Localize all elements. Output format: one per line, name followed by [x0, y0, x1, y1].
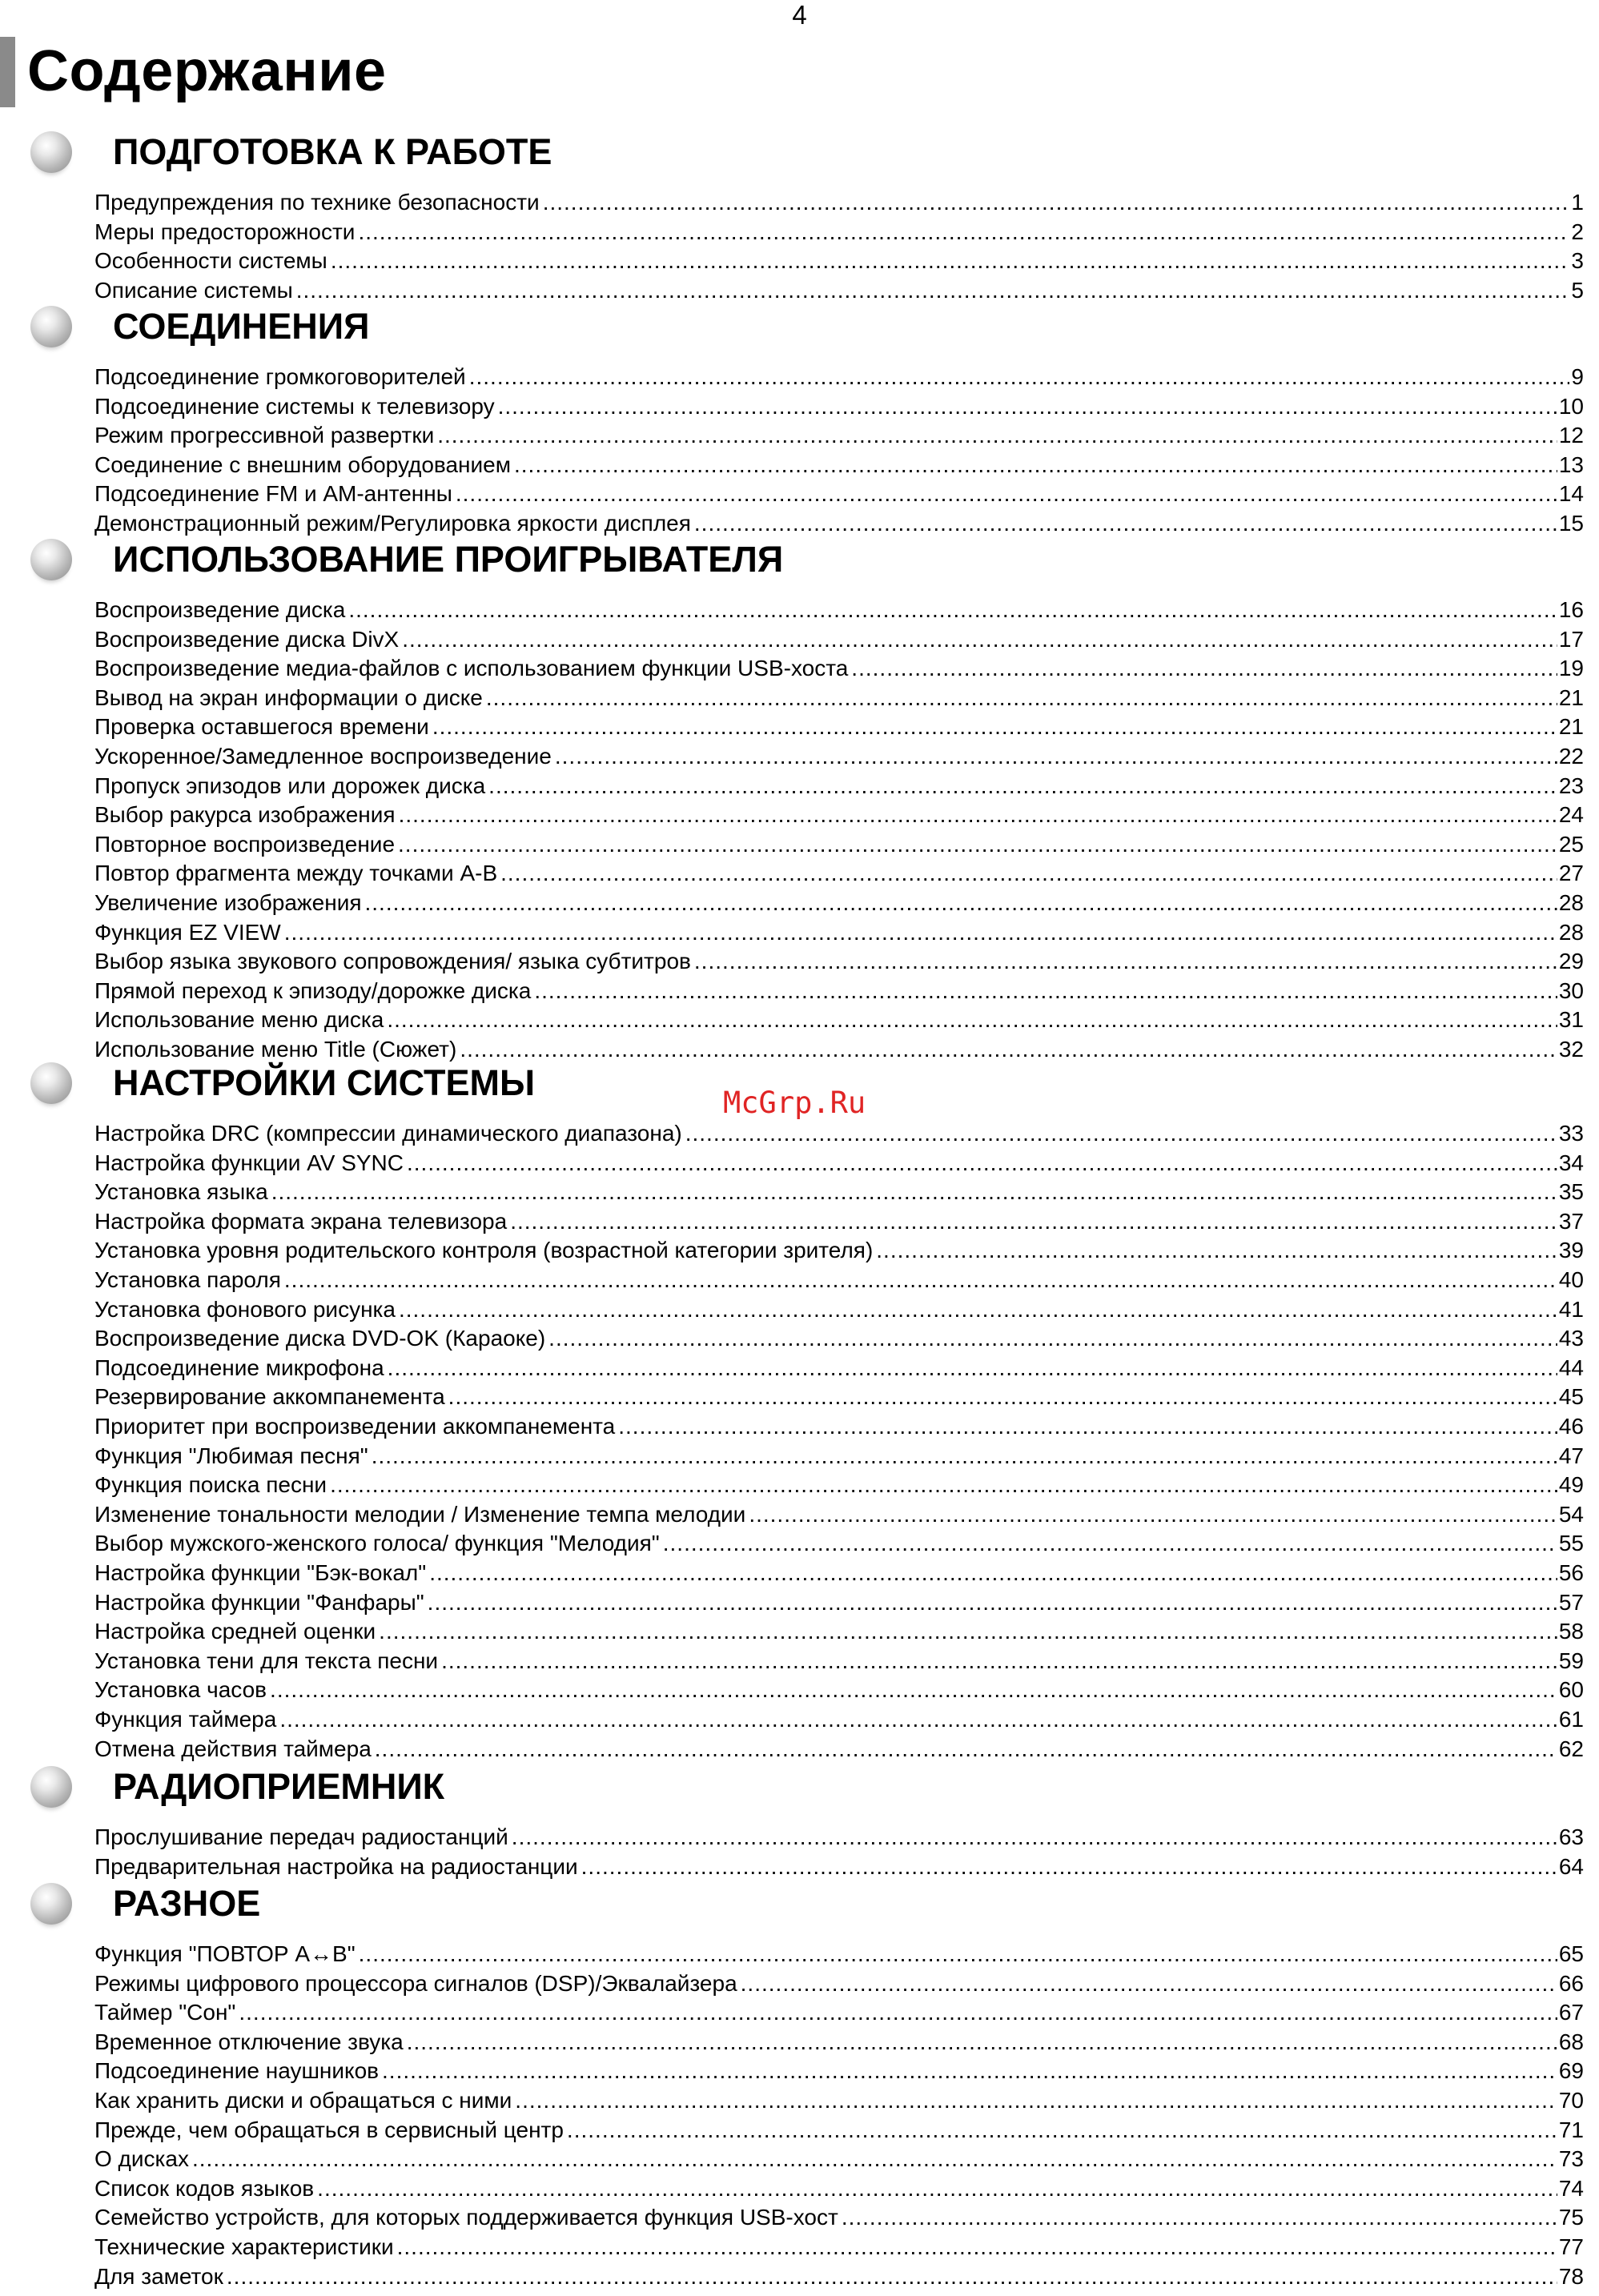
toc-entry-page: 9	[1571, 364, 1584, 389]
dot-leader	[543, 188, 1570, 218]
dot-leader	[437, 421, 1557, 451]
toc-entry	[94, 1559, 1584, 1588]
toc-entry	[94, 772, 1584, 801]
toc-entry-label: Подсоединение FM и AM-антенны	[94, 481, 452, 507]
toc-entry-label: Подсоединение системы к телевизору	[94, 393, 495, 419]
toc-entry-page: 15	[1558, 511, 1584, 536]
toc-entry-label: Предупреждения по технике безопасности	[94, 190, 540, 215]
toc-entry	[94, 2203, 1584, 2233]
toc-entry-page: 31	[1558, 1007, 1584, 1033]
toc-entry-label: Прослушивание передач радиостанций	[94, 1824, 508, 1849]
toc-entry-label: Как хранить диски и обращаться с ними	[94, 2088, 512, 2113]
toc-entry-label: Установка пароля	[94, 1267, 281, 1292]
dot-leader	[271, 1178, 1557, 1207]
toc-entry-page: 55	[1558, 1531, 1584, 1556]
toc-entry-label: Повтор фрагмента между точками A-B	[94, 861, 498, 886]
toc-entry-page: 75	[1558, 2205, 1584, 2230]
toc-entry-page: 27	[1558, 861, 1584, 886]
toc-entry	[94, 977, 1584, 1006]
toc-entry	[94, 1354, 1584, 1383]
toc-entry	[94, 1383, 1584, 1412]
toc-entry	[94, 1006, 1584, 1035]
toc-entry-page: 56	[1558, 1560, 1584, 1585]
dot-leader	[348, 596, 1557, 625]
toc-entry	[94, 2028, 1584, 2057]
sphere-bullet-icon	[30, 1062, 72, 1104]
dot-leader	[515, 2086, 1557, 2116]
dot-leader	[694, 947, 1557, 977]
dot-leader	[192, 2145, 1557, 2174]
toc-entry-page: 77	[1558, 2234, 1584, 2259]
toc-entry-label: Настройка DRC (компрессии динамического диапазона)	[94, 1121, 682, 1146]
toc-entry	[94, 188, 1584, 218]
toc-entry-label: Прямой переход к эпизоду/дорожке диска	[94, 977, 532, 1003]
toc-entry-label: Воспроизведение диска	[94, 597, 346, 622]
dot-leader	[379, 1617, 1557, 1647]
toc-entry-page: 32	[1558, 1037, 1584, 1062]
toc-entry-page: 28	[1558, 919, 1584, 945]
toc-entry-label: Ускоренное/Замедленное воспроизведение	[94, 744, 552, 769]
toc-entry-page: 61	[1558, 1707, 1584, 1732]
toc-entry-label: Настройка функции "Бэк-вокал"	[94, 1560, 427, 1585]
toc-entry-page: 34	[1558, 1150, 1584, 1175]
toc-entry-page: 66	[1558, 1970, 1584, 1996]
section-title: РАДИОПРИЕМНИК	[113, 1766, 445, 1807]
toc-entry	[94, 1588, 1584, 1618]
toc-entry-page: 21	[1558, 684, 1584, 710]
dot-leader	[512, 1823, 1557, 1852]
toc-entry-page: 17	[1558, 626, 1584, 652]
toc-entry-label: Установка фонового рисунка	[94, 1296, 396, 1322]
toc-entry-page: 29	[1558, 949, 1584, 974]
toc-entry-label: Подсоединение громкоговорителей	[94, 364, 466, 389]
toc-entry	[94, 889, 1584, 918]
toc-entry	[94, 2174, 1584, 2204]
toc-entry-label: Режимы цифрового процессора сигналов (DSP)/Эквалайзера	[94, 1970, 737, 1996]
toc-entry-label: Режим прогрессивной развертки	[94, 423, 435, 448]
sphere-bullet-icon	[30, 1883, 72, 1925]
toc-entry-label: Функция поиска песни	[94, 1472, 327, 1498]
toc-entry-label: Список кодов языков	[94, 2175, 315, 2201]
dot-leader	[555, 742, 1557, 772]
toc-entry-page: 59	[1558, 1648, 1584, 1673]
toc-entry	[94, 2116, 1584, 2145]
dot-leader	[514, 451, 1557, 480]
toc-entry-page: 21	[1558, 714, 1584, 740]
toc-entry	[94, 363, 1584, 392]
toc-entry-page: 39	[1558, 1238, 1584, 1263]
toc-entry-label: Соединение с внешним оборудованием	[94, 452, 511, 477]
toc-entry-page: 16	[1558, 597, 1584, 622]
toc-entry-label: Повторное воспроизведение	[94, 831, 396, 857]
toc-entry	[94, 2145, 1584, 2174]
dot-leader	[382, 2057, 1557, 2086]
toc-entry-page: 70	[1558, 2088, 1584, 2113]
section-title: ПОДГОТОВКА К РАБОТЕ	[113, 131, 552, 172]
toc-entry	[94, 1149, 1584, 1178]
toc-entry-label: Предварительная настройка на радиостанции	[94, 1853, 578, 1879]
dot-leader	[399, 801, 1557, 830]
dot-leader	[749, 1500, 1557, 1530]
dot-leader	[359, 1940, 1557, 1969]
toc-entry-page: 44	[1558, 1355, 1584, 1380]
toc-entry-page: 3	[1571, 248, 1584, 274]
toc-entry-page: 22	[1558, 744, 1584, 769]
toc-entry-label: Прежде, чем обращаться в сервисный центр	[94, 2117, 564, 2142]
toc-entry	[94, 625, 1584, 655]
toc-entry-page: 69	[1558, 2058, 1584, 2084]
toc-entry	[94, 1295, 1584, 1325]
toc-entry	[94, 1471, 1584, 1500]
dot-leader	[284, 918, 1557, 948]
toc-entry-page: 40	[1558, 1267, 1584, 1292]
toc-entry-label: Вывод на экран информации о диске	[94, 684, 483, 710]
dot-leader	[441, 1647, 1557, 1676]
dot-leader	[317, 2174, 1557, 2204]
toc-entry	[94, 918, 1584, 948]
dot-leader	[428, 1588, 1557, 1618]
toc-entry	[94, 801, 1584, 830]
section-title: ИСПОЛЬЗОВАНИЕ ПРОИГРЫВАТЕЛЯ	[113, 539, 784, 580]
toc-entry-label: Резервирование аккомпанемента	[94, 1384, 445, 1410]
toc-entry-page: 41	[1558, 1296, 1584, 1322]
toc-entry-label: Семейство устройств, для которых поддерживается функция USB-хост	[94, 2205, 838, 2230]
toc-entry-label: Функция "ПОВТОР A↔B"	[94, 1941, 356, 1966]
toc-entry	[94, 1735, 1584, 1764]
dot-leader	[876, 1236, 1557, 1266]
toc-entry	[94, 1647, 1584, 1676]
dot-leader	[227, 2262, 1557, 2292]
toc-entry-page: 49	[1558, 1472, 1584, 1498]
dot-leader	[330, 1471, 1557, 1500]
toc-entry-label: Использование меню диска	[94, 1007, 384, 1033]
toc-entry	[94, 451, 1584, 480]
toc-entry-page: 24	[1558, 802, 1584, 828]
toc-entry-label: Выбор мужского-женского голоса/ функция "Мелодия"	[94, 1531, 660, 1556]
toc-entry-page: 43	[1558, 1326, 1584, 1351]
dot-leader	[284, 1266, 1557, 1295]
dot-leader	[694, 509, 1557, 539]
toc-entry	[94, 392, 1584, 422]
toc-entry	[94, 712, 1584, 742]
toc-entry	[94, 218, 1584, 247]
toc-entry-page: 33	[1558, 1121, 1584, 1146]
toc-entry-label: Демонстрационный режим/Регулировка яркости дисплея	[94, 511, 691, 536]
toc-entry-page: 54	[1558, 1501, 1584, 1527]
dot-leader	[365, 889, 1557, 918]
toc-entry-page: 58	[1558, 1619, 1584, 1644]
toc-entry-label: Функция EZ VIEW	[94, 919, 281, 945]
dot-leader	[498, 392, 1557, 422]
toc-entry	[94, 1207, 1584, 1237]
toc-entry	[94, 2086, 1584, 2116]
toc-entry-label: Технические характеристики	[94, 2234, 394, 2259]
sphere-bullet-icon	[30, 1766, 72, 1808]
toc-entry-page: 46	[1558, 1414, 1584, 1439]
toc-entry-label: Настройка формата экрана телевизора	[94, 1208, 508, 1234]
toc-entry	[94, 480, 1584, 509]
dot-leader	[567, 2116, 1557, 2145]
toc-entry-page: 74	[1558, 2175, 1584, 2201]
toc-entry	[94, 859, 1584, 889]
toc-entry-page: 23	[1558, 773, 1584, 798]
toc-entry-label: Воспроизведение медиа-файлов с использованием функции USB-хоста	[94, 656, 849, 681]
toc-entry-page: 63	[1558, 1824, 1584, 1849]
toc-entry	[94, 1676, 1584, 1705]
toc-entry-label: Отмена действия таймера	[94, 1736, 372, 1761]
toc-entry	[94, 830, 1584, 860]
dot-leader	[429, 1559, 1557, 1588]
dot-leader	[407, 2028, 1557, 2057]
toc-entry-page: 57	[1558, 1589, 1584, 1615]
toc-entry	[94, 1852, 1584, 1882]
toc-entry	[94, 1529, 1584, 1559]
toc-entry	[94, 421, 1584, 451]
dot-leader	[851, 654, 1557, 684]
toc-entry-page: 68	[1558, 2029, 1584, 2054]
toc-entry	[94, 596, 1584, 625]
dot-leader	[402, 625, 1557, 655]
toc-entry-page: 2	[1571, 219, 1584, 244]
toc-entry	[94, 947, 1584, 977]
toc-entry	[94, 1940, 1584, 1969]
dot-leader	[500, 859, 1557, 889]
toc-entry-page: 67	[1558, 2000, 1584, 2025]
toc-entry-page: 64	[1558, 1853, 1584, 1879]
toc-entry-label: Установка уровня родительского контроля (возрастной категории зрителя)	[94, 1238, 874, 1263]
toc-entry-label: Меры предосторожности	[94, 219, 356, 244]
toc-entry-label: Проверка оставшегося времени	[94, 714, 429, 740]
dot-leader	[397, 2233, 1557, 2262]
toc-entry	[94, 1998, 1584, 2028]
toc-entry-label: Функция "Любимая песня"	[94, 1443, 368, 1468]
toc-entry-label: Установка часов	[94, 1677, 267, 1703]
toc-entry-label: Настройка функции AV SYNC	[94, 1150, 404, 1175]
toc-entry-label: Подсоединение микрофона	[94, 1355, 384, 1380]
dot-leader	[331, 247, 1570, 276]
dot-leader	[581, 1852, 1557, 1882]
toc-entry-label: Временное отключение звука	[94, 2029, 404, 2054]
sphere-bullet-icon	[30, 131, 72, 173]
toc-entry	[94, 509, 1584, 539]
toc-entry-label: Использование меню Title (Сюжет)	[94, 1037, 457, 1062]
toc-entry-label: Установка тени для текста песни	[94, 1648, 439, 1673]
toc-entry-label: О дисках	[94, 2146, 189, 2172]
toc-entry	[94, 1324, 1584, 1354]
toc-entry-label: Таймер "Сон"	[94, 2000, 236, 2025]
sphere-bullet-icon	[30, 539, 72, 580]
dot-leader	[842, 2203, 1557, 2233]
toc-entry	[94, 1119, 1584, 1149]
dot-leader	[741, 1969, 1557, 1999]
toc-entry-page: 78	[1558, 2263, 1584, 2289]
toc-entry-page: 65	[1558, 1941, 1584, 1966]
toc-entry	[94, 654, 1584, 684]
dot-leader	[375, 1735, 1557, 1764]
toc-entry-label: Настройка средней оценки	[94, 1619, 376, 1644]
dot-leader	[387, 1006, 1557, 1035]
toc-entry-label: Приоритет при воспроизведении аккомпанемента	[94, 1414, 616, 1439]
dot-leader	[548, 1324, 1557, 1354]
dot-leader	[279, 1705, 1557, 1735]
toc-entry	[94, 1500, 1584, 1530]
toc-entry-page: 28	[1558, 890, 1584, 915]
dot-leader	[398, 830, 1557, 860]
toc-entry	[94, 1178, 1584, 1207]
dot-leader	[456, 480, 1557, 509]
section-title: СОЕДИНЕНИЯ	[113, 306, 370, 347]
toc-entry-page: 19	[1558, 656, 1584, 681]
section-title: РАЗНОЕ	[113, 1883, 261, 1924]
toc-entry	[94, 1705, 1584, 1735]
toc-entry	[94, 742, 1584, 772]
dot-leader	[488, 772, 1557, 801]
toc-entry-label: Выбор языка звукового сопровождения/ языка субтитров	[94, 949, 691, 974]
dot-leader	[510, 1207, 1557, 1237]
toc-entry	[94, 247, 1584, 276]
toc-entry-label: Подсоединение наушников	[94, 2058, 380, 2084]
toc-entry	[94, 1969, 1584, 1999]
toc-entry-page: 30	[1558, 977, 1584, 1003]
section-title: НАСТРОЙКИ СИСТЕМЫ	[113, 1062, 536, 1103]
toc-entry	[94, 684, 1584, 713]
dot-leader	[448, 1383, 1557, 1412]
dot-leader	[399, 1295, 1557, 1325]
dot-leader	[618, 1412, 1557, 1442]
toc-entry-page: 62	[1558, 1736, 1584, 1761]
toc-entry-page: 45	[1558, 1384, 1584, 1410]
dot-leader	[296, 276, 1570, 306]
toc-entry-label: Установка языка	[94, 1179, 268, 1205]
toc-entry-page: 14	[1558, 481, 1584, 507]
toc-entry	[94, 1412, 1584, 1442]
toc-entry-page: 37	[1558, 1208, 1584, 1234]
toc-entry	[94, 276, 1584, 306]
watermark: McGrp.Ru	[723, 1086, 866, 1120]
toc-entry-page: 5	[1571, 277, 1584, 303]
toc-entry-page: 1	[1571, 190, 1584, 215]
toc-entry-label: Описание системы	[94, 277, 293, 303]
dot-leader	[239, 1998, 1557, 2028]
toc-entry-page: 12	[1558, 423, 1584, 448]
dot-leader	[358, 218, 1569, 247]
toc-entry-label: Особенности системы	[94, 248, 327, 274]
toc-entry	[94, 1236, 1584, 1266]
dot-leader	[372, 1442, 1557, 1471]
dot-leader	[486, 684, 1557, 713]
toc-entry-page: 71	[1558, 2117, 1584, 2142]
toc-entry-page: 47	[1558, 1443, 1584, 1468]
toc-entry	[94, 1617, 1584, 1647]
toc-entry	[94, 2233, 1584, 2262]
dot-leader	[407, 1149, 1557, 1178]
dot-leader	[432, 712, 1557, 742]
toc-entry-page: 25	[1558, 831, 1584, 857]
toc-entry-label: Для заметок	[94, 2263, 223, 2289]
toc-entry-page: 13	[1558, 452, 1584, 477]
page-title: Содержание	[27, 39, 387, 103]
dot-leader	[534, 977, 1557, 1006]
toc-entry	[94, 2262, 1584, 2292]
toc-entry-label: Настройка функции "Фанфары"	[94, 1589, 424, 1615]
dot-leader	[663, 1529, 1557, 1559]
toc-entry-page: 73	[1558, 2146, 1584, 2172]
toc-entry-label: Увеличение изображения	[94, 890, 362, 915]
toc-entry-page: 60	[1558, 1677, 1584, 1703]
toc-entry-page: 10	[1558, 393, 1584, 419]
toc-entry-page: 35	[1558, 1179, 1584, 1205]
toc-entry-label: Пропуск эпизодов или дорожек диска	[94, 773, 486, 798]
dot-leader	[460, 1035, 1557, 1065]
toc-entry-label: Воспроизведение диска DVD-OK (Караоке)	[94, 1326, 546, 1351]
toc-entry	[94, 1823, 1584, 1852]
toc-entry	[94, 2057, 1584, 2086]
toc-entry	[94, 1266, 1584, 1295]
dot-leader	[469, 363, 1570, 392]
title-accent-bar	[0, 37, 15, 107]
toc-entry-label: Изменение тональности мелодии / Изменение темпа мелодии	[94, 1501, 746, 1527]
toc-entry-label: Функция таймера	[94, 1707, 277, 1732]
toc-entry-label: Воспроизведение диска DivX	[94, 626, 400, 652]
toc-entry	[94, 1442, 1584, 1471]
sphere-bullet-icon	[30, 306, 72, 347]
page-number: 4	[792, 0, 807, 30]
dot-leader	[685, 1119, 1557, 1149]
toc-entry-label: Выбор ракурса изображения	[94, 802, 396, 828]
dot-leader	[270, 1676, 1557, 1705]
dot-leader	[388, 1354, 1557, 1383]
